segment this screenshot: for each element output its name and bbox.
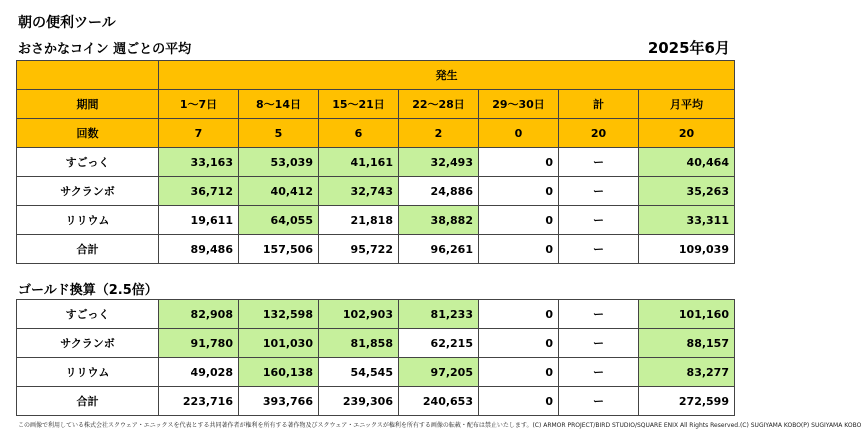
row-name: 合計 bbox=[17, 235, 159, 264]
value-cell: 62,215 bbox=[399, 329, 479, 358]
value-cell: 0 bbox=[479, 206, 559, 235]
value-cell: 97,205 bbox=[399, 358, 479, 387]
row-name: サクランボ bbox=[17, 177, 159, 206]
period-cell: 8～14日 bbox=[239, 90, 319, 119]
value-cell: 132,598 bbox=[239, 300, 319, 329]
count-label: 回数 bbox=[17, 119, 159, 148]
average-cell: 83,277 bbox=[639, 358, 735, 387]
row-name: すごっく bbox=[17, 148, 159, 177]
value-cell: 0 bbox=[479, 235, 559, 264]
period-cell: 22～28日 bbox=[399, 90, 479, 119]
row-name: サクランボ bbox=[17, 329, 159, 358]
value-cell: 393,766 bbox=[239, 387, 319, 416]
average-cell: 101,160 bbox=[639, 300, 735, 329]
gold-section-title: ゴールド換算（2.5倍） bbox=[18, 283, 158, 298]
value-cell: 96,261 bbox=[399, 235, 479, 264]
value-cell: 160,138 bbox=[239, 358, 319, 387]
value-cell: 101,030 bbox=[239, 329, 319, 358]
page-subtitle: おさかなコイン 週ごとの平均 bbox=[18, 42, 192, 57]
table-row-total bbox=[17, 235, 735, 264]
value-cell: 89,486 bbox=[159, 235, 239, 264]
page-title: 朝の便利ツール bbox=[18, 15, 116, 31]
count-cell: 2 bbox=[399, 119, 479, 148]
table-row bbox=[17, 300, 735, 329]
value-cell: 95,722 bbox=[319, 235, 399, 264]
table-row bbox=[17, 148, 735, 177]
total-cell: ー bbox=[559, 148, 639, 177]
row-name: 合計 bbox=[17, 387, 159, 416]
count-cell: 0 bbox=[479, 119, 559, 148]
gold-conversion-table bbox=[16, 299, 735, 416]
average-cell: 40,464 bbox=[639, 148, 735, 177]
average-cell: 109,039 bbox=[639, 235, 735, 264]
value-cell: 0 bbox=[479, 177, 559, 206]
total-cell: ー bbox=[559, 329, 639, 358]
total-cell: ー bbox=[559, 235, 639, 264]
total-cell: ー bbox=[559, 177, 639, 206]
value-cell: 0 bbox=[479, 300, 559, 329]
period-cell: 15～21日 bbox=[319, 90, 399, 119]
value-cell: 0 bbox=[479, 329, 559, 358]
value-cell: 49,028 bbox=[159, 358, 239, 387]
value-cell: 0 bbox=[479, 358, 559, 387]
total-cell: ー bbox=[559, 206, 639, 235]
table-row bbox=[17, 206, 735, 235]
value-cell: 32,493 bbox=[399, 148, 479, 177]
table-row-total bbox=[17, 387, 735, 416]
value-cell: 102,903 bbox=[319, 300, 399, 329]
value-cell: 81,858 bbox=[319, 329, 399, 358]
value-cell: 0 bbox=[479, 148, 559, 177]
group-header: 発生 bbox=[159, 61, 735, 90]
value-cell: 82,908 bbox=[159, 300, 239, 329]
count-cell: 20 bbox=[559, 119, 639, 148]
period-cell: 月平均 bbox=[639, 90, 735, 119]
value-cell: 157,506 bbox=[239, 235, 319, 264]
period-cell: 計 bbox=[559, 90, 639, 119]
row-name: すごっく bbox=[17, 300, 159, 329]
count-cell: 6 bbox=[319, 119, 399, 148]
value-cell: 19,611 bbox=[159, 206, 239, 235]
count-cell: 7 bbox=[159, 119, 239, 148]
count-cell: 20 bbox=[639, 119, 735, 148]
value-cell: 38,882 bbox=[399, 206, 479, 235]
copyright-notice: この画像で利用している株式会社スクウェア・エニックスを代表とする共同著作者が権利を所有する著作物及びスクウェア・エニックスが権利を所有する画像の転載・配布は禁止いたします。(C) ARMOR PROJECT/BIRD STUDIO/SQUARE ENIX All Rights Reserved.(C) SUGIYAMA KOBO(P) SUGIYAMA KOBO bbox=[18, 422, 861, 429]
value-cell: 33,163 bbox=[159, 148, 239, 177]
table-row bbox=[17, 177, 735, 206]
average-cell: 88,157 bbox=[639, 329, 735, 358]
value-cell: 53,039 bbox=[239, 148, 319, 177]
total-cell: ー bbox=[559, 358, 639, 387]
table-row bbox=[17, 358, 735, 387]
row-name: リリウム bbox=[17, 206, 159, 235]
period-label: 期間 bbox=[17, 90, 159, 119]
row-name: リリウム bbox=[17, 358, 159, 387]
total-cell: ー bbox=[559, 387, 639, 416]
period-cell: 1～7日 bbox=[159, 90, 239, 119]
value-cell: 36,712 bbox=[159, 177, 239, 206]
value-cell: 239,306 bbox=[319, 387, 399, 416]
value-cell: 54,545 bbox=[319, 358, 399, 387]
value-cell: 0 bbox=[479, 387, 559, 416]
value-cell: 240,653 bbox=[399, 387, 479, 416]
average-cell: 35,263 bbox=[639, 177, 735, 206]
weekly-average-table bbox=[16, 60, 735, 264]
value-cell: 40,412 bbox=[239, 177, 319, 206]
average-cell: 33,311 bbox=[639, 206, 735, 235]
count-cell: 5 bbox=[239, 119, 319, 148]
value-cell: 21,818 bbox=[319, 206, 399, 235]
value-cell: 41,161 bbox=[319, 148, 399, 177]
value-cell: 64,055 bbox=[239, 206, 319, 235]
value-cell: 24,886 bbox=[399, 177, 479, 206]
value-cell: 223,716 bbox=[159, 387, 239, 416]
year-month: 2025年6月 bbox=[647, 39, 730, 57]
total-cell: ー bbox=[559, 300, 639, 329]
value-cell: 81,233 bbox=[399, 300, 479, 329]
table-row bbox=[17, 329, 735, 358]
header-corner bbox=[17, 61, 159, 90]
value-cell: 91,780 bbox=[159, 329, 239, 358]
value-cell: 32,743 bbox=[319, 177, 399, 206]
period-cell: 29～30日 bbox=[479, 90, 559, 119]
average-cell: 272,599 bbox=[639, 387, 735, 416]
